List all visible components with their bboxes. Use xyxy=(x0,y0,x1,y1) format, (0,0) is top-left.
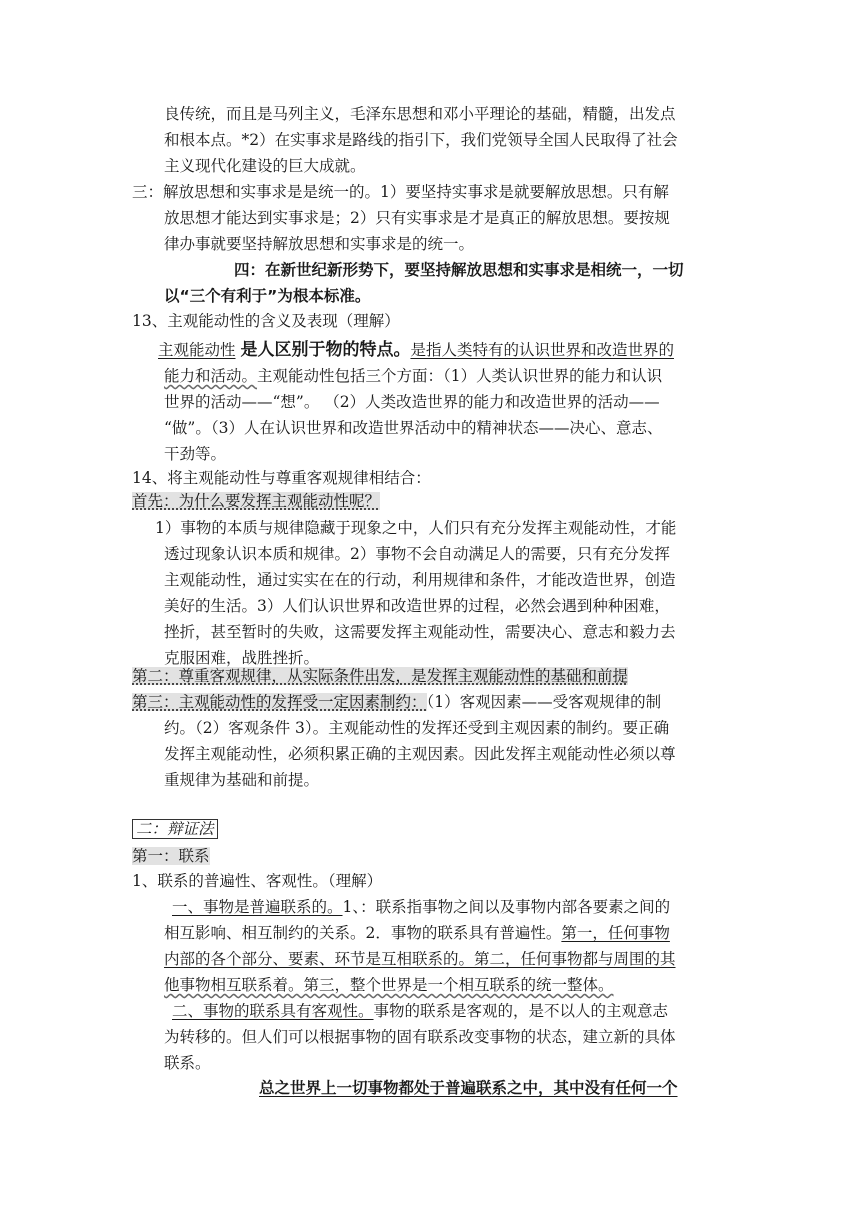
second-point-heading xyxy=(132,665,628,687)
paragraph-line xyxy=(164,974,614,996)
paragraph-line: 世界的活动——“想”。 （2）人类改造世界的能力和改造世界的活动—— xyxy=(164,393,660,411)
paragraph-line: 美好的生活。3）人们认识世界和改造世界的过程，必然会遇到种种困难， xyxy=(164,597,670,615)
underlined-phrase: 一、事物是普遍联系的。 xyxy=(172,898,343,916)
highlighted-heading: 首先：为什么要发挥主观能动性呢？ xyxy=(132,492,381,510)
paragraph-line: 和根本点。*2）在实事求是路线的指引下，我们党领导全国人民取得了社会 xyxy=(164,131,678,149)
highlighted-heading: 第一：联系 xyxy=(132,847,210,865)
underlined-phrase: 第一，任何事物 xyxy=(561,924,670,942)
paragraph-line xyxy=(164,948,676,970)
definition-line xyxy=(164,365,662,387)
item-13-heading: 13、主观能动性的含义及表现（理解） xyxy=(132,312,400,330)
paragraph-line: 1）事物的本质与规律隐藏于现象之中，人们只有充分发挥主观能动性，才能 xyxy=(155,519,677,537)
paragraph-line: 律办事就要坚持解放思想和实事求是的统一。 xyxy=(164,235,475,253)
paragraph-line: 干劲等。 xyxy=(164,445,227,463)
paragraph-line: 挫折，甚至暂时的失败，这需要发挥主观能动性，需要决心、意志和毅力去 xyxy=(164,623,676,641)
paragraph-line: 良传统，而且是马列主义，毛泽东思想和邓小平理论的基础，精髓，出发点 xyxy=(164,105,676,123)
paragraph-text: （1）客观因素——受客观规律的制 xyxy=(426,693,662,711)
paragraph-line: 为转移的。但人们可以根据事物的固有联系改变事物的状态，建立新的具体 xyxy=(164,1028,676,1046)
term-subjective-initiative: 主观能动性 xyxy=(158,341,236,359)
third-point-heading xyxy=(132,691,661,713)
section-three-line: 三：解放思想和实事求是是统一的。1）要坚持实事求是就要解放思想。只有解 xyxy=(132,183,669,201)
paragraph-line: 主观能动性，通过实实在在的行动，利用规律和条件，才能改造世界，创造 xyxy=(164,571,676,589)
underlined-phrase: 二、事物的联系具有客观性。 xyxy=(172,1002,374,1020)
dialectics-heading xyxy=(132,818,218,840)
section-four-heading: 四：在新世纪新形势下，要坚持解放思想和实事求是相统一，一切 xyxy=(234,261,684,279)
paragraph-line xyxy=(164,896,670,918)
wavy-underlined-phrase: 他事物相互联系着。第三，整个世界是一个相互联系的统一整体。 xyxy=(164,976,614,994)
paragraph-text: 事物的联系是客观的，是不以人的主观意志 xyxy=(373,1002,669,1020)
definition-text: 是指人类特有的认识世界和改造世界的 xyxy=(410,341,674,359)
paragraph-line: 发挥主观能动性，必须积累正确的主观因素。因此发挥主观能动性必须以尊 xyxy=(164,745,676,763)
highlighted-heading: 第二：尊重客观规律，从实际条件出发，是发挥主观能动性的基础和前提 xyxy=(132,667,629,685)
section-four-heading-cont: 以“三个有利于”为根本标准。 xyxy=(164,287,371,305)
connection-heading xyxy=(132,845,210,867)
first-question-heading xyxy=(132,490,380,512)
paragraph-line: 联系。 xyxy=(164,1054,211,1072)
highlighted-heading: 第三：主观能动性的发挥受一定因素制约： xyxy=(132,693,427,711)
underlined-phrase: 内部的各个部分、要素、环节是互相联系的。第二，任何事物都与周围的其 xyxy=(164,950,676,968)
definition-text: 主观能动性包括三个方面：（1）人类认识世界的能力和认识 xyxy=(257,367,663,385)
paragraph-line: 克服困难，战胜挫折。 xyxy=(164,649,320,667)
item-1-heading: 1、联系的普遍性、客观性。（理解） xyxy=(132,872,383,890)
paragraph-line xyxy=(164,922,670,944)
paragraph-line: 重规律为基础和前提。 xyxy=(164,771,320,789)
paragraph-line: 约。（2）客观条件 3）。主观能动性的发挥还受到主观因素的制约。要正确 xyxy=(164,719,670,737)
paragraph-line: 放思想才能达到实事求是；2）只有实事求是才是真正的解放思想。要按规 xyxy=(164,209,670,227)
summary-line: 总之世界上一切事物都处于普遍联系之中，其中没有任何一个 xyxy=(259,1079,678,1097)
definition-text-wavy: 能力和活动。 xyxy=(164,367,258,385)
paragraph-text: 1、：联系指事物之间以及事物内部各要素之间的 xyxy=(342,898,671,916)
definition-line xyxy=(158,339,674,361)
item-14-heading: 14、将主观能动性与尊重客观规律相结合： xyxy=(132,469,431,487)
paragraph-line: 主义现代化建设的巨大成就。 xyxy=(164,157,366,175)
boxed-heading: 二：辩证法 xyxy=(132,819,218,839)
bold-key-phrase: 是人区别于物的特点。 xyxy=(240,340,411,360)
paragraph-line xyxy=(164,1000,668,1022)
paragraph-line: 透过现象认识本质和规律。2）事物不会自动满足人的需要，只有充分发挥 xyxy=(164,545,670,563)
paragraph-text: 相互影响、相互制约的关系。2．事物的联系具有普遍性。 xyxy=(164,924,562,942)
paragraph-line: “做”。（3）人在认识世界和改造世界活动中的精神状态——决心、意志、 xyxy=(164,419,663,437)
